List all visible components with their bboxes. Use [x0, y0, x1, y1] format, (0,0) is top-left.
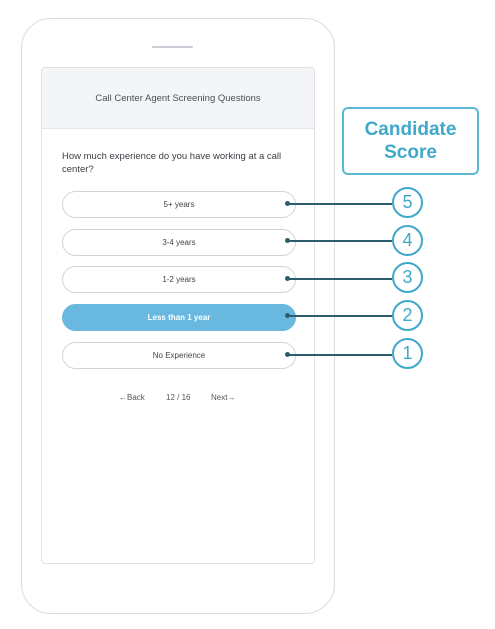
connector-line-1: [288, 354, 392, 356]
page-counter: 12 / 16: [166, 393, 191, 402]
option-less-than-1-year[interactable]: [62, 304, 296, 331]
score-circle-2: [392, 300, 423, 331]
connector-dot-2: [285, 313, 290, 318]
screen-header: [42, 68, 314, 129]
score-circle-1: [392, 338, 423, 369]
candidate-score-title: Candidate Score: [364, 119, 457, 163]
option-label: No Experience: [152, 351, 206, 360]
option-5-plus-years[interactable]: [62, 191, 296, 218]
connector-line-3: [288, 278, 392, 280]
candidate-score-box: [342, 107, 479, 175]
page-title: Call Center Agent Screening Questions: [95, 92, 261, 104]
connector-dot-1: [285, 352, 290, 357]
question-text: How much experience do you have working at a call center?: [62, 151, 282, 175]
phone-screen: [41, 67, 315, 564]
option-label: 3-4 years: [162, 238, 196, 247]
score-value: 2: [402, 305, 413, 325]
next-button[interactable]: Next→: [211, 393, 236, 402]
back-button[interactable]: ←Back: [119, 393, 145, 402]
connector-dot-3: [285, 276, 290, 281]
connector-line-5: [288, 203, 392, 205]
score-value: 4: [402, 230, 413, 250]
option-label: Less than 1 year: [147, 313, 211, 322]
option-no-experience[interactable]: [62, 342, 296, 369]
score-circle-3: [392, 262, 423, 293]
score-value: 3: [402, 267, 413, 287]
connector-line-2: [288, 315, 392, 317]
connector-line-4: [288, 240, 392, 242]
option-label: 1-2 years: [162, 275, 196, 284]
connector-dot-5: [285, 201, 290, 206]
option-3-4-years[interactable]: [62, 229, 296, 256]
score-value: 1: [402, 343, 413, 363]
phone-speaker: [152, 46, 193, 48]
score-circle-4: [392, 225, 423, 256]
option-1-2-years[interactable]: [62, 266, 296, 293]
option-label: 5+ years: [163, 200, 195, 209]
pagination: [42, 393, 314, 407]
connector-dot-4: [285, 238, 290, 243]
score-value: 5: [402, 192, 413, 212]
score-circle-5: [392, 187, 423, 218]
